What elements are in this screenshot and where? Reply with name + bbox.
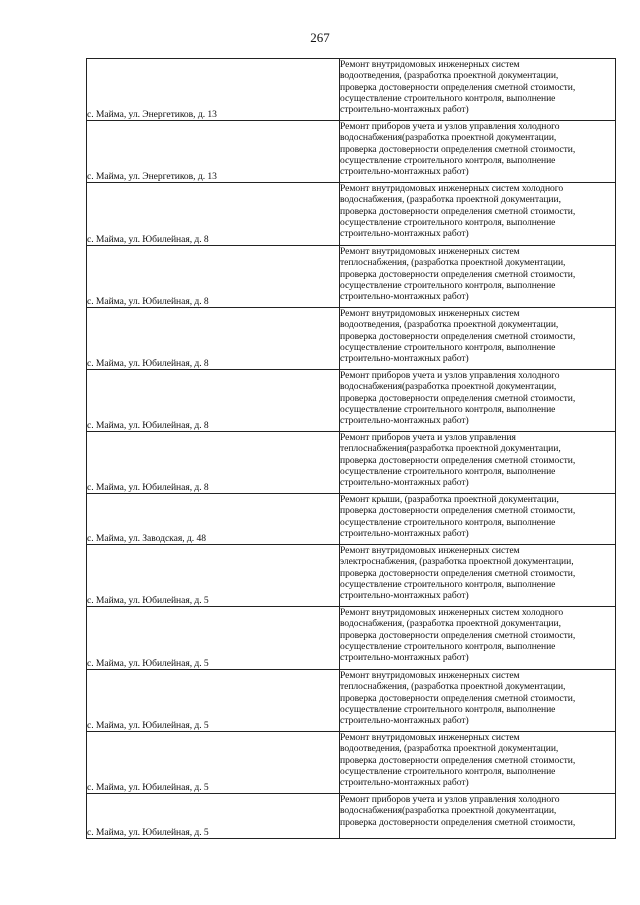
work-description-line: строительно-монтажных работ) bbox=[340, 590, 469, 602]
work-description-cell bbox=[340, 670, 616, 732]
address-cell: с. Майма, ул. Юбилейная, д. 8 bbox=[87, 246, 340, 308]
work-description-cell bbox=[340, 432, 616, 494]
work-description-line: осуществление строительного контроля, выполнение bbox=[340, 703, 556, 715]
work-description-line: Ремонт приборов учета и узлов управления холодного bbox=[340, 370, 560, 381]
table-row bbox=[87, 494, 616, 545]
work-description-cell bbox=[340, 121, 616, 183]
work-description-line: водоотведения, (разработка проектной документации, bbox=[340, 319, 559, 331]
work-description-line: электроснабжения, (разработка проектной документации, bbox=[340, 556, 574, 568]
work-description-line: осуществление строительного контроля, выполнение bbox=[340, 279, 556, 291]
address-cell: с. Майма, ул. Юбилейная, д. 5 bbox=[87, 732, 340, 794]
work-description-line: строительно-монтажных работ) bbox=[340, 228, 469, 240]
work-description-line: водоснабжения, (разработка проектной документации, bbox=[340, 618, 561, 630]
page-number: 267 bbox=[310, 30, 330, 45]
address-cell: с. Майма, ул. Юбилейная, д. 5 bbox=[87, 670, 340, 732]
work-description-line: строительно-монтажных работ) bbox=[340, 527, 469, 539]
work-description-line: Ремонт внутридомовых инженерных систем холодного bbox=[340, 607, 564, 618]
work-description-line: проверка достоверности определения сметной стоимости, bbox=[340, 505, 576, 517]
work-description-line: строительно-монтажных работ) bbox=[340, 652, 469, 664]
address-cell: с. Майма, ул. Юбилейная, д. 8 bbox=[87, 308, 340, 370]
work-description-line: строительно-монтажных работ) bbox=[340, 477, 469, 489]
work-description-line: Ремонт внутридомовых инженерных систем bbox=[340, 545, 520, 556]
work-description-line: проверка достоверности определения сметной стоимости, bbox=[340, 268, 576, 280]
address-cell: с. Майма, ул. Юбилейная, д. 8 bbox=[87, 370, 340, 432]
work-description-line: осуществление строительного контроля, выполнение bbox=[340, 765, 556, 777]
table-row bbox=[87, 308, 616, 370]
work-description-cell bbox=[340, 545, 616, 607]
work-description-line: проверка достоверности определения сметной стоимости, bbox=[340, 567, 576, 579]
work-description-cell bbox=[340, 794, 616, 839]
work-description-line: строительно-монтажных работ) bbox=[340, 415, 469, 427]
works-table-body bbox=[87, 59, 616, 839]
work-description-line: водоснабжения(разработка проектной документации, bbox=[340, 381, 557, 393]
work-description-line: Ремонт приборов учета и узлов управления bbox=[340, 432, 516, 443]
work-description-line: Ремонт внутридомовых инженерных систем bbox=[340, 732, 520, 743]
table-row bbox=[87, 432, 616, 494]
address-cell: с. Майма, ул. Юбилейная, д. 5 bbox=[87, 545, 340, 607]
work-description-line: строительно-монтажных работ) bbox=[340, 353, 469, 365]
table-row bbox=[87, 607, 616, 670]
table-row bbox=[87, 370, 616, 432]
work-description-line: проверка достоверности определения сметной стоимости, bbox=[340, 392, 576, 404]
work-description-line: проверка достоверности определения сметной стоимости, bbox=[340, 692, 576, 704]
work-description-line: осуществление строительного контроля, выполнение bbox=[340, 341, 556, 353]
work-description-line: проверка достоверности определения сметной стоимости, bbox=[340, 143, 576, 155]
work-description-cell bbox=[340, 732, 616, 794]
work-description-line: Ремонт внутридомовых инженерных систем bbox=[340, 246, 520, 257]
work-description-cell bbox=[340, 246, 616, 308]
work-description-cell bbox=[340, 59, 616, 121]
address-cell: с. Майма, ул. Юбилейная, д. 8 bbox=[87, 432, 340, 494]
work-description-line: строительно-монтажных работ) bbox=[340, 715, 469, 727]
work-description-line: проверка достоверности определения сметной стоимости, bbox=[340, 81, 576, 93]
work-description-line: осуществление строительного контроля, выполнение bbox=[340, 516, 556, 528]
work-description-line: осуществление строительного контроля, выполнение bbox=[340, 403, 556, 415]
work-description-line: осуществление строительного контроля, выполнение bbox=[340, 154, 556, 166]
table-row bbox=[87, 732, 616, 794]
work-description-line: осуществление строительного контроля, выполнение bbox=[340, 640, 556, 652]
work-description-line: Ремонт приборов учета и узлов управления холодного bbox=[340, 794, 560, 805]
address-cell: с. Майма, ул. Энергетиков, д. 13 bbox=[87, 121, 340, 183]
work-description-line: Ремонт внутридомовых инженерных систем bbox=[340, 308, 520, 319]
table-row bbox=[87, 246, 616, 308]
work-description-line: строительно-монтажных работ) bbox=[340, 291, 469, 303]
work-description-line: строительно-монтажных работ) bbox=[340, 777, 469, 789]
work-description-line: осуществление строительного контроля, выполнение bbox=[340, 465, 556, 477]
table-row bbox=[87, 670, 616, 732]
address-cell: с. Майма, ул. Юбилейная, д. 8 bbox=[87, 183, 340, 246]
work-description-line: строительно-монтажных работ) bbox=[340, 166, 469, 178]
work-description-cell bbox=[340, 607, 616, 670]
work-description-line: проверка достоверности определения сметной стоимости, bbox=[340, 754, 576, 766]
work-description-line: Ремонт внутридомовых инженерных систем холодного bbox=[340, 183, 564, 194]
work-description-line: проверка достоверности определения сметной стоимости, bbox=[340, 205, 576, 217]
table-row bbox=[87, 59, 616, 121]
table-row bbox=[87, 545, 616, 607]
work-description-line: теплоснабжения, (разработка проектной документации, bbox=[340, 681, 566, 693]
work-description-cell bbox=[340, 494, 616, 545]
work-description-cell bbox=[340, 370, 616, 432]
work-description-line: водоотведения, (разработка проектной документации, bbox=[340, 743, 559, 755]
work-description-line: проверка достоверности определения сметной стоимости, bbox=[340, 330, 576, 342]
work-description-line: осуществление строительного контроля, выполнение bbox=[340, 92, 556, 104]
work-description-line: водоснабжения, (разработка проектной документации, bbox=[340, 194, 561, 206]
work-description-line: Ремонт крыши, (разработка проектной документации, bbox=[340, 494, 559, 505]
work-description-line: водоотведения, (разработка проектной документации, bbox=[340, 70, 559, 82]
work-description-line: проверка достоверности определения сметной стоимости, bbox=[340, 629, 576, 641]
work-description-line: теплоснабжения(разработка проектной документации, bbox=[340, 443, 561, 455]
table-row bbox=[87, 183, 616, 246]
work-description-cell bbox=[340, 308, 616, 370]
work-description-line: строительно-монтажных работ) bbox=[340, 104, 469, 116]
works-table bbox=[86, 58, 616, 839]
work-description-line: водоснабжения(разработка проектной документации, bbox=[340, 132, 557, 144]
address-cell: с. Майма, ул. Юбилейная, д. 5 bbox=[87, 607, 340, 670]
work-description-line: водоснабжения(разработка проектной документации, bbox=[340, 805, 557, 817]
work-description-line: проверка достоверности определения сметной стоимости, bbox=[340, 454, 576, 466]
work-description-line: проверка достоверности определения сметной стоимости, bbox=[340, 816, 576, 828]
address-cell: с. Майма, ул. Заводская, д. 48 bbox=[87, 494, 340, 545]
work-description-line: осуществление строительного контроля, выполнение bbox=[340, 216, 556, 228]
work-description-cell bbox=[340, 183, 616, 246]
address-cell: с. Майма, ул. Энергетиков, д. 13 bbox=[87, 59, 340, 121]
address-cell: с. Майма, ул. Юбилейная, д. 5 bbox=[87, 794, 340, 839]
work-description-line: Ремонт внутридомовых инженерных систем bbox=[340, 670, 520, 681]
work-description-line: теплоснабжения, (разработка проектной документации, bbox=[340, 257, 566, 269]
table-row bbox=[87, 794, 616, 839]
work-description-line: Ремонт внутридомовых инженерных систем bbox=[340, 59, 520, 70]
table-row bbox=[87, 121, 616, 183]
work-description-line: осуществление строительного контроля, выполнение bbox=[340, 578, 556, 590]
work-description-line: Ремонт приборов учета и узлов управления холодного bbox=[340, 121, 560, 132]
